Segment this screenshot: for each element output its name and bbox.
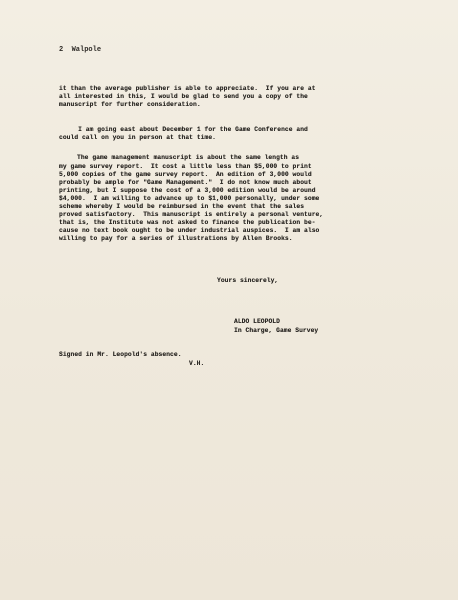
text-line: it than the average publisher is able to appreciate. If you are at xyxy=(59,85,316,92)
signature-name: ALDO LEOPOLD xyxy=(234,318,280,325)
paragraph-3 xyxy=(59,163,323,243)
text-line: scheme whereby I would be reimbursed in the event that the sales xyxy=(59,203,305,210)
text-line: willing to pay for a series of illustrations by Allen Brooks. xyxy=(59,235,293,242)
text-line: probably be ample for "Game Management." I do not know much about xyxy=(59,179,312,186)
text-line: 5,000 copies of the game survey report. An edition of 3,000 would xyxy=(59,171,312,178)
text-line: printing, but I suppose the cost of a 3,000 edition would be around xyxy=(59,187,316,194)
closing: Yours sincerely, xyxy=(217,277,279,284)
paragraph-2 xyxy=(59,126,308,142)
page-number: 2 xyxy=(59,46,64,54)
text-line: my game survey report. It cost a little less than $5,000 to print xyxy=(59,163,312,170)
absence-note: Signed in Mr. Leopold's absence. xyxy=(59,351,182,358)
page-header xyxy=(59,46,101,54)
signer-initials: V.H. xyxy=(189,360,205,367)
paragraph-3-first-line: The game management manuscript is about the same length as xyxy=(77,154,300,161)
text-line: I am going east about December 1 for the Game Conference and xyxy=(59,126,308,133)
text-line: all interested in this, I would be glad to send you a copy of the xyxy=(59,93,308,100)
text-line: $4,000. I am willing to advance up to $1,000 personally, under some xyxy=(59,195,320,202)
recipient-name: Walpole xyxy=(71,46,102,54)
text-line: that is, the Institute was not asked to finance the publication be- xyxy=(59,219,316,226)
text-line: cause no text book ought to be under industrial auspices. I am also xyxy=(59,227,320,234)
paragraph-1 xyxy=(59,85,316,109)
text-line: manuscript for further consideration. xyxy=(59,101,201,108)
text-line: could call on you in person at that time. xyxy=(59,134,216,141)
text-line: proved satisfactory. This manuscript is entirely a personal venture, xyxy=(59,211,324,218)
signature-title: In Charge, Game Survey xyxy=(234,327,319,334)
